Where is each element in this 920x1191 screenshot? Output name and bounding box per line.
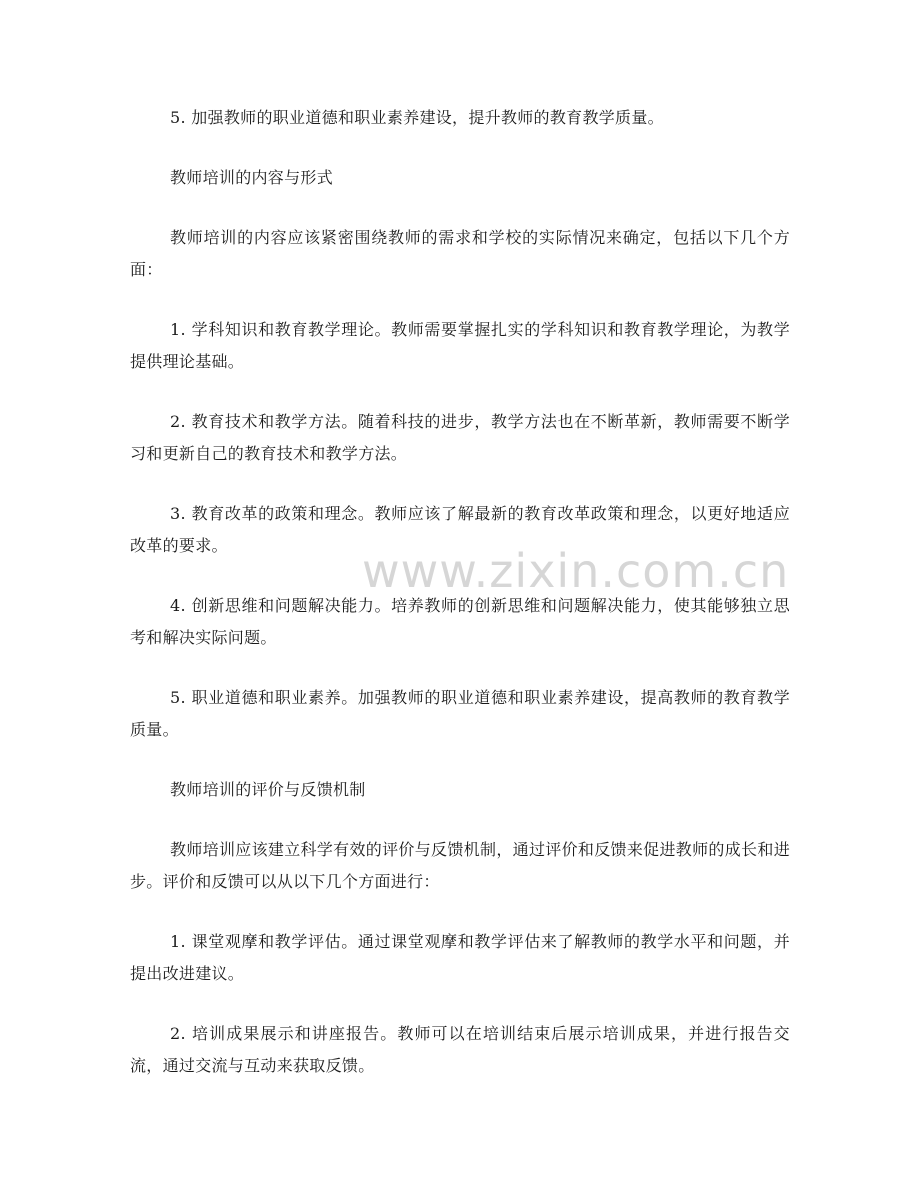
paragraph-item-professional-ethics: 5. 职业道德和职业素养。加强教师的职业道德和职业素养建设，提高教师的教育教学质量。: [130, 688, 790, 739]
paragraph-item-reform-policy: 3. 教育改革的政策和理念。教师应该了解最新的教育改革政策和理念，以更好地适应改革的要求。: [130, 504, 790, 555]
paragraph-item-innovation: 4. 创新思维和问题解决能力。培养教师的创新思维和问题解决能力，使其能够独立思考和解决实际问题。: [130, 596, 790, 647]
paragraph-item-education-technology: 2. 教育技术和教学方法。随着科技的进步，教学方法也在不断革新，教师需要不断学习和更新自己的教育技术和教学方法。: [130, 412, 790, 463]
paragraph-item-classroom-observation: 1. 课堂观摩和教学评估。通过课堂观摩和教学评估来了解教师的教学水平和问题，并提出改进建议。: [130, 932, 790, 983]
paragraph-item-subject-knowledge: 1. 学科知识和教育教学理论。教师需要掌握扎实的学科知识和教育教学理论，为教学提供理论基础。: [130, 320, 790, 371]
paragraph-content-intro: 教师培训的内容应该紧密围绕教师的需求和学校的实际情况来确定，包括以下几个方面：: [130, 228, 790, 279]
document-body: [130, 102, 790, 1110]
paragraph-item-results-presentation: 2. 培训成果展示和讲座报告。教师可以在培训结束后展示培训成果，并进行报告交流，通过交流与互动来获取反馈。: [130, 1024, 790, 1075]
section-heading-content-form: 教师培训的内容与形式: [170, 168, 334, 187]
section-heading-evaluation-feedback: 教师培训的评价与反馈机制: [170, 780, 366, 799]
paragraph-evaluation-intro: 教师培训应该建立科学有效的评价与反馈机制，通过评价和反馈来促进教师的成长和进步。评价和反馈可以从以下几个方面进行：: [130, 840, 790, 891]
watermark: www.zixin.com.cn: [362, 544, 790, 598]
paragraph-quality-goal: 5. 加强教师的职业道德和职业素养建设，提升教师的教育教学质量。: [170, 108, 664, 127]
